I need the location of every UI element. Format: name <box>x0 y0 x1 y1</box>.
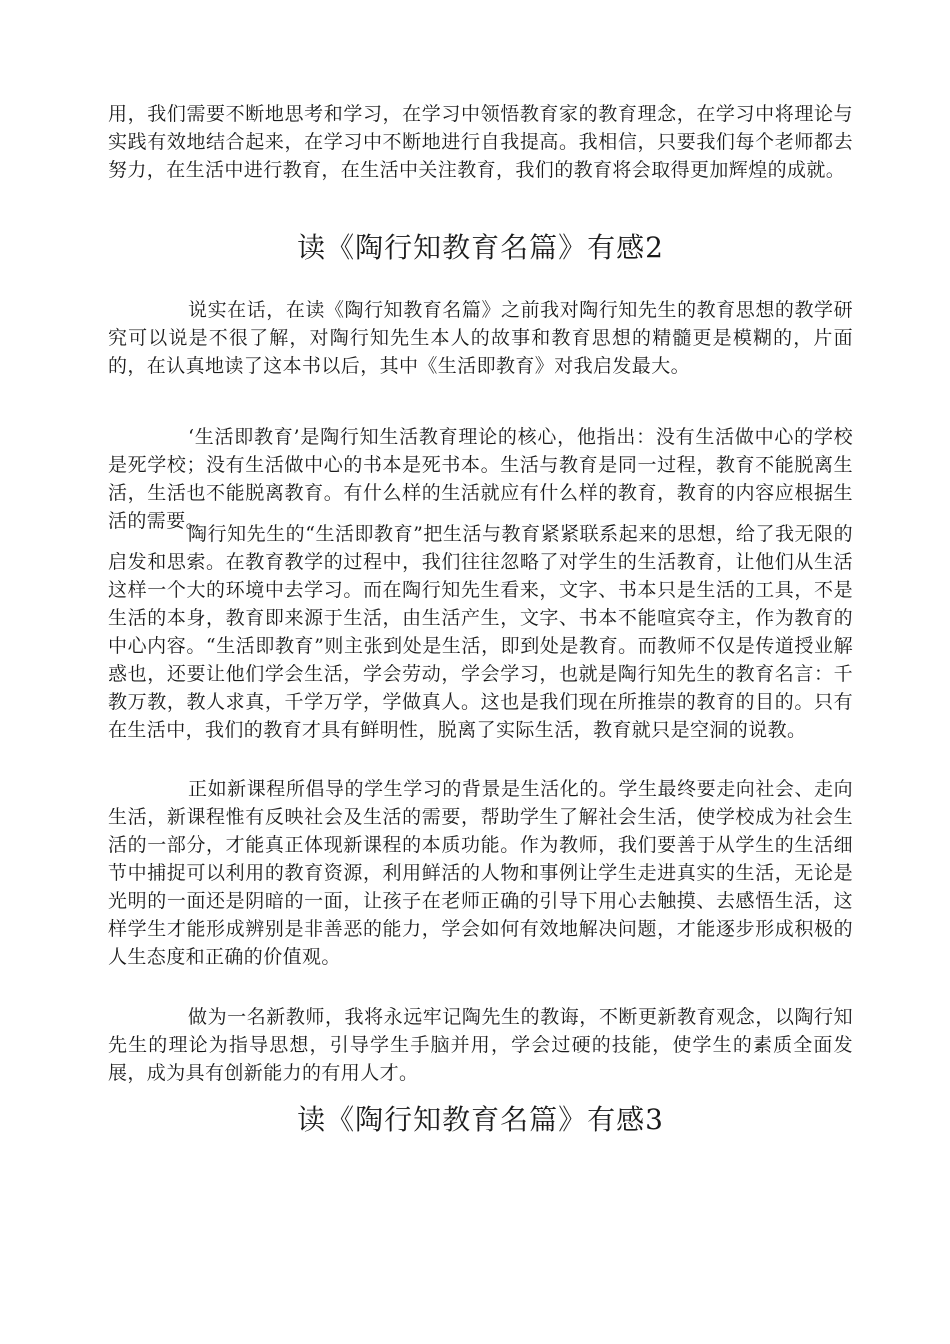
section-3-title: 读《陶行知教育名篇》有感3 <box>297 1103 664 1136</box>
section-2-paragraph-4: 正如新课程所倡导的学生学习的背景是生活化的。学生最终要走向社会、走向生活，新课程惟有反映社会及生活的需要，帮助学生了解社会生活，使学校成为社会生活的一部分，才能真正体现新课程的本质功能。作为教师，我们要善于从学生的生活细节中捕捉可以利用的教育资源，利用鲜活的人物和事例让学生走进真实的生活，无论是光明的一面还是阴暗的一面，让孩子在老师正确的引导下用心去触摸、去感悟生活，这样学生才能形成辨别是非善恶的能力，学会如何有效地解决问题，才能逐步形成积极的人生态度和正确的价值观。 <box>108 778 853 968</box>
section-2-title: 读《陶行知教育名篇》有感2 <box>297 231 664 264</box>
section-2-paragraph-3: 陶行知先生的“生活即教育”把生活与教育紧紧联系起来的思想，给了我无限的启发和思索。在教育教学的过程中，我们往往忽略了对学生的生活教育，让他们从生活这样一个大的环境中去学习。而在陶行知先生看来，文字、书本只是生活的工具，不是生活的本身，教育即来源于生活，由生活产生，文字、书本不能喧宾夺主，作为教育的中心内容。“生活即教育”则主张到处是生活，即到处是教育。而教师不仅是传道授业解惑也，还要让他们学会生活，学会劳动，学会学习，也就是陶行知先生的教育名言：千教万教，教人求真，千学万学，学做真人。这也是我们现在所推崇的教育的目的。只有在生活中，我们的教育才具有鲜明性，脱离了实际生活，教育就只是空洞的说教。 <box>108 523 853 741</box>
section-2-paragraph-5: 做为一名新教师，我将永远牢记陶先生的教诲，不断更新教育观念，以陶行知先生的理论为指导思想，引导学生手脑并用，学会过硬的技能，使学生的素质全面发展，成为具有创新能力的有用人才。 <box>108 1006 853 1084</box>
section-2-paragraph-1: 说实在话，在读《陶行知教育名篇》之前我对陶行知先生的教育思想的教学研究可以说是不很了解，对陶行知先生本人的故事和教育思想的精髓更是模糊的，片面的，在认真地读了这本书以后，其中《生活即教育》对我启发最大。 <box>108 299 853 377</box>
continuation-paragraph: 用，我们需要不断地思考和学习，在学习中领悟教育家的教育理念，在学习中将理论与实践有效地结合起来，在学习中不断地进行自我提高。我相信，只要我们每个老师都去努力，在生活中进行教育，在生活中关注教育，我们的教育将会取得更加辉煌的成就。 <box>108 103 853 181</box>
section-2-paragraph-2: ‘生活即教育’是陶行知生活教育理论的核心，他指出：没有生活做中心的学校是死学校；没有生活做中心的书本是死书本。生活与教育是同一过程，教育不能脱离生活，生活也不能脱离教育。有什么样的生活就应有什么样的教育，教育的内容应根据生活的需要。 <box>108 426 853 532</box>
